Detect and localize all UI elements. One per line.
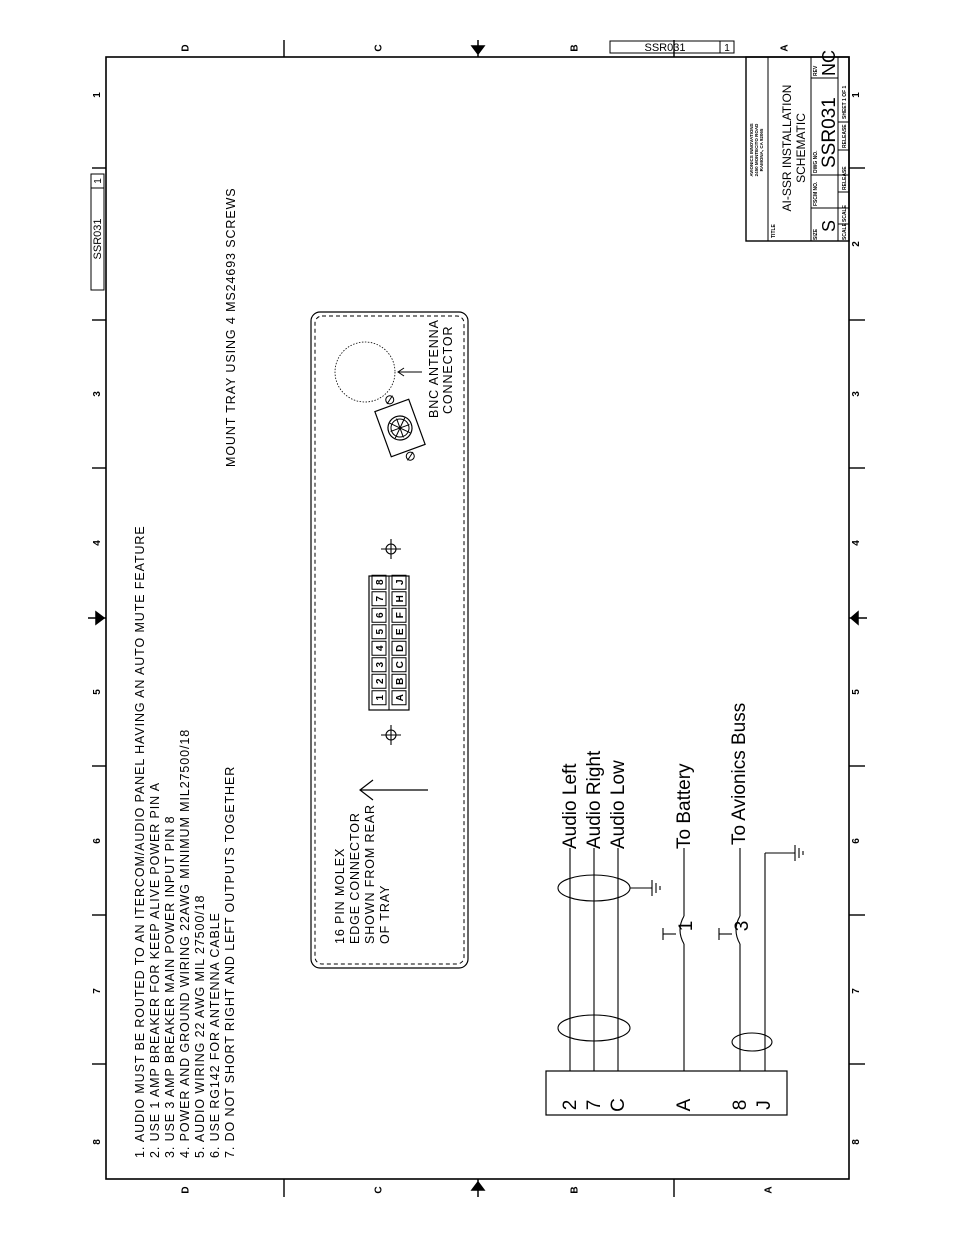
mount-hole-bottom [381,725,401,745]
harness-pin-label: 7 [584,1099,605,1111]
tb-dwg-label: DWG NO. [813,150,819,173]
connector-desc-line: SHOWN FROM REAR [363,804,377,944]
dwg-stamp-rev: 1 [724,43,730,54]
dwg-stamp-top [610,41,734,54]
pin-label: 3 [375,661,386,668]
tb-size-value: S [819,219,839,232]
note-item: 2. USE 1 AMP BREAKER FOR KEEP ALIVE POWER PIN A [148,782,162,1158]
note-item: 3. USE 3 AMP BREAKER MAIN POWER INPUT PIN 8 [163,815,177,1158]
zone-num: 4 [92,540,103,546]
note-item: 7. DO NOT SHORT RIGHT AND LEFT OUTPUTS TOGETHER [223,765,237,1158]
mount-note: MOUNT TRAY USING 4 MS24693 SCREWS [224,187,238,467]
note-item: 6. USE RG142 FOR ANTENNA CABLE [208,912,222,1158]
ground-icon [795,845,803,861]
signal-label: Audio Low [608,760,629,849]
connector-description [333,804,392,944]
zone-num: 7 [92,988,103,994]
center-arrow-bottom [472,1179,484,1197]
note-item: 1. AUDIO MUST BE ROUTED TO AN ITERCOM/AUDIO PANEL HAVING AN AUTO MUTE FEATURE [133,525,147,1158]
harness-connector [546,1071,787,1115]
bnc-label [427,319,455,418]
bnc-label-line: BNC ANTENNA [427,319,441,418]
pin-label: 8 [375,579,386,586]
harness-pin-label: J [754,1100,775,1110]
notes-list [133,525,237,1158]
company-line: 2450 MONTECITO ROAD [754,123,759,177]
pin-label: 2 [375,678,386,685]
pins-row-top [372,575,386,705]
dwg-stamp-rev: 1 [93,178,104,184]
zone-letter: C [373,44,385,52]
zone-letters-top [181,44,791,51]
connector-desc-line: 16 PIN MOLEX [333,847,347,944]
signal-label: Audio Right [584,750,605,849]
ground-icon [652,880,660,896]
tb-dwg-number: SSR031 [819,97,840,168]
zone-letter: B [569,1186,581,1194]
zone-num: 7 [851,988,862,994]
tb-scale-label: SCALE [842,223,848,240]
connector-desc-line: OF TRAY [378,884,392,944]
dwg-stamp-number: SSR031 [92,218,104,260]
zone-num: 8 [92,1139,103,1145]
zone-num: 3 [92,391,103,397]
breaker-labels [676,921,753,932]
zone-letter: B [569,44,581,52]
signal-label: To Battery [674,763,695,849]
breaker-label: 3 [732,920,753,932]
signal-labels [560,703,750,849]
zone-letter: A [763,1186,775,1194]
pin-label: B [395,677,406,685]
dwg-stamp-number: SSR031 [644,42,686,54]
zone-num: 3 [851,391,862,397]
pin-label: J [395,579,406,586]
pin-label: F [395,612,406,619]
pin-label: A [395,694,406,702]
company-line: AVIONICS INNOVATIONS [749,123,754,177]
harness-wires [558,848,795,1071]
pin-label: C [395,661,406,669]
harness-pin-label: 8 [730,1099,751,1111]
zone-num: 8 [851,1139,862,1145]
mount-hole-top [381,539,401,559]
pin-label: H [395,595,406,603]
pin-label: D [395,644,406,652]
note-item: 5. AUDIO WIRING 22 AWG MIL 27500/18 [193,894,207,1158]
tb-scale-label-2: SCALE [842,205,848,222]
drawing-title-line1: AI-SSR INSTALLATION [780,84,794,212]
zone-num: 6 [92,838,103,844]
zone-num: 6 [851,838,862,844]
tb-rev-label: REV [813,65,819,76]
note-item: 4. POWER AND GROUND WIRING 22AWG MINIMUM MIL27500/18 [178,728,192,1158]
tb-size-label: SIZE [813,228,819,240]
center-arrow-right [849,612,867,624]
zone-letter: D [180,44,192,52]
zone-num: 2 [851,241,862,247]
signal-label: To Avionics Buss [729,702,750,845]
tb-fscm-label: FSCM NO. [813,181,819,206]
dwg-stamp-left [91,174,104,290]
connector-desc-line: EDGE CONNECTOR [348,812,362,944]
tb-title-label: TITLE [771,224,777,238]
tb-rev-value: NC [819,50,839,76]
breaker-label: 1 [676,920,697,932]
harness-pin-label: 2 [560,1099,581,1111]
zone-num: 4 [851,540,862,546]
company-line: RAMONA, CA 92065 [759,128,764,172]
zone-letter: D [180,1186,192,1194]
pin-label: 6 [375,612,386,619]
zone-num: 5 [851,689,862,695]
pin-label: 5 [375,628,386,635]
zone-num: 1 [851,92,862,98]
pin-label: 1 [375,694,386,701]
zone-num: 5 [92,689,103,695]
direction-arrow [360,780,428,800]
drawing-title-line2: SCHEMATIC [794,113,808,183]
pin-label: E [395,628,406,636]
harness-pin-label: C [608,1098,629,1112]
pin-label: 7 [375,595,386,602]
zone-letter: C [373,1186,385,1194]
tb-sheet-label: SHEET 1 OF 1 [842,85,848,119]
harness-pin-label: A [674,1098,695,1112]
pins-row-bottom [392,575,406,705]
bnc-connector-icon [335,342,429,466]
center-arrow-left [88,612,106,624]
tb-release-label-2: RELEASE [842,124,848,148]
bnc-label-line: CONNECTOR [441,325,455,414]
zone-letter: A [779,44,791,52]
signal-label: Audio Left [560,763,581,849]
tb-release-label: RELEASE [842,166,848,190]
zone-num: 1 [92,92,103,98]
pin-label: 4 [375,645,386,652]
center-arrow-top [472,40,484,57]
